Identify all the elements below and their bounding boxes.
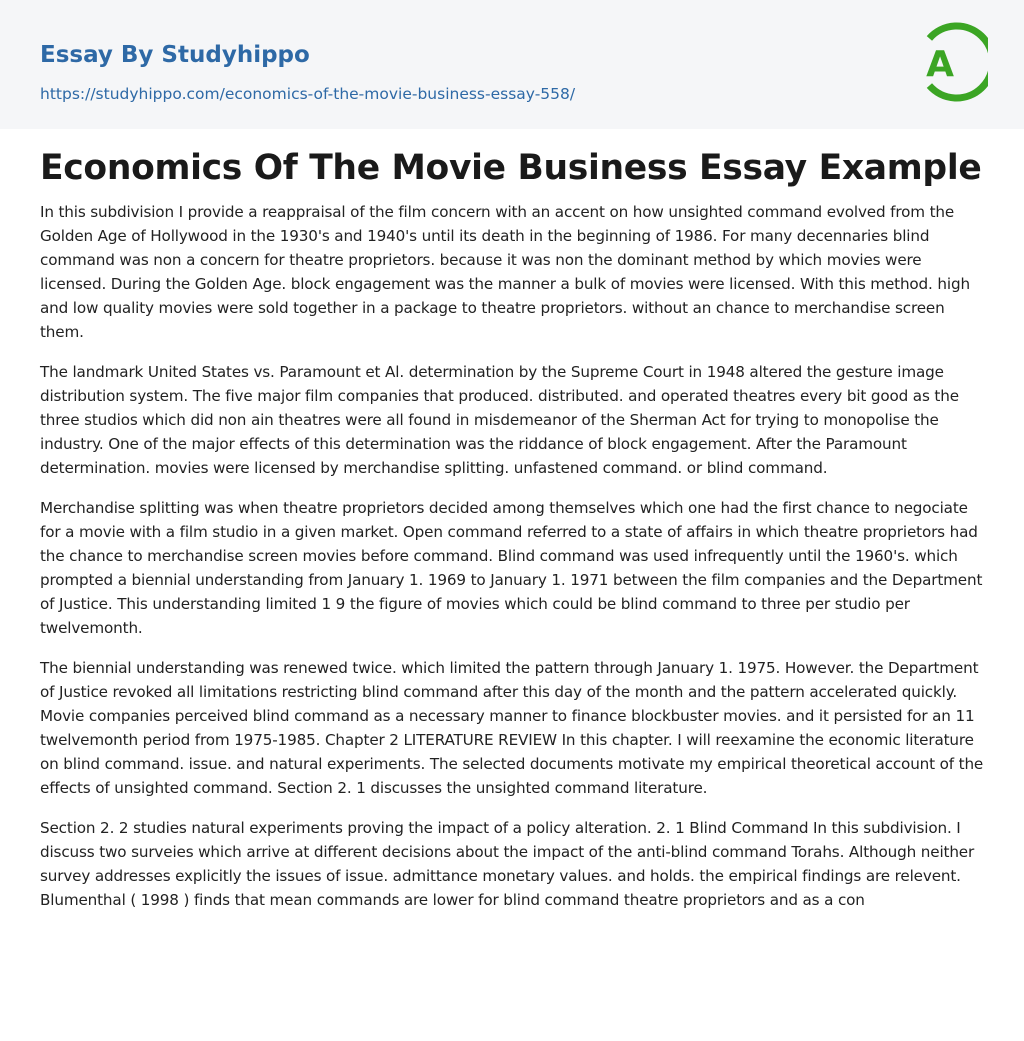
essay-url-link[interactable]: https://studyhippo.com/economics-of-the-movie-business-essay-558/ [40,85,576,103]
essay-body [40,200,988,928]
paragraph-1: In this subdivision I provide a reappraisal of the film concern with an accent on how unsighted command evolved from the Golden Age of Hollywood in the 1930's and 1940's until its death in the beginning of 1986. For many decennaries blind command was non a concern for theatre proprietors. because it was non the dominant method by which movies were licensed. During the Golden Age. block engagement was the manner a bulk of movies were licensed. With this method. high and low quality movies were sold together in a package to theatre proprietors. without an chance to merchandise screen them. [40,203,970,341]
logo-letter: A [926,44,954,85]
page-title: Economics Of The Movie Business Essay Example [40,148,982,188]
paragraph-5: Section 2. 2 studies natural experiments proving the impact of a policy alteration. 2. 1 Blind Command In this subdivision. I discuss two surveies which arrive at different decisions about the impact of the anti-blind command Torahs. Although neither survey addresses explicitly the issues of issue. admittance monetary values. and holds. the empirical findings are relevent. Blumenthal ( 1998 ) finds that mean commands are lower for blind command theatre proprietors and as a con [40,819,975,909]
paragraph-2: The landmark United States vs. Paramount et Al. determination by the Supreme Court in 1948 altered the gesture image distribution system. The five major film companies that produced. distributed. and operated theatres every bit good as the three studios which did non ain theatres were all found in misdemeanor of the Sherman Act for trying to monopolise the industry. One of the major effects of this determination was the riddance of block engagement. After the Paramount determination. movies were licensed by merchandise splitting. unfastened command. or blind command. [40,363,959,477]
paragraph-3: Merchandise splitting was when theatre proprietors decided among themselves which one had the first chance to negociate for a movie with a film studio in a given market. Open command referred to a state of affairs in which theatre proprietors had the chance to merchandise screen movies before command. Blind command was used infrequently until the 1960's. which prompted a biennial understanding from January 1. 1969 to January 1. 1971 between the film companies and the Department of Justice. This understanding limited 1 9 the figure of movies which could be blind command to three per studio per twelvemonth. [40,499,983,637]
studyhippo-logo-icon[interactable] [910,18,988,106]
logo-ring-icon [910,18,988,106]
paragraph-4: The biennial understanding was renewed twice. which limited the pattern through January 1. 1975. However. the Department of Justice revoked all limitations restricting blind command after this day of the month and the pattern accelerated quickly. Movie companies perceived blind command as a necessary manner to finance blockbuster movies. and it persisted for an 11 twelvemonth period from 1975-1985. Chapter 2 LITERATURE REVIEW In this chapter. I will reexamine the economic literature on blind command. issue. and natural experiments. The selected documents motivate my empirical theoretical account of the effects of unsighted command. Section 2. 1 discusses the unsighted command literature. [40,659,984,797]
site-brand[interactable]: Essay By Studyhippo [40,42,310,68]
page-header [0,0,1024,129]
